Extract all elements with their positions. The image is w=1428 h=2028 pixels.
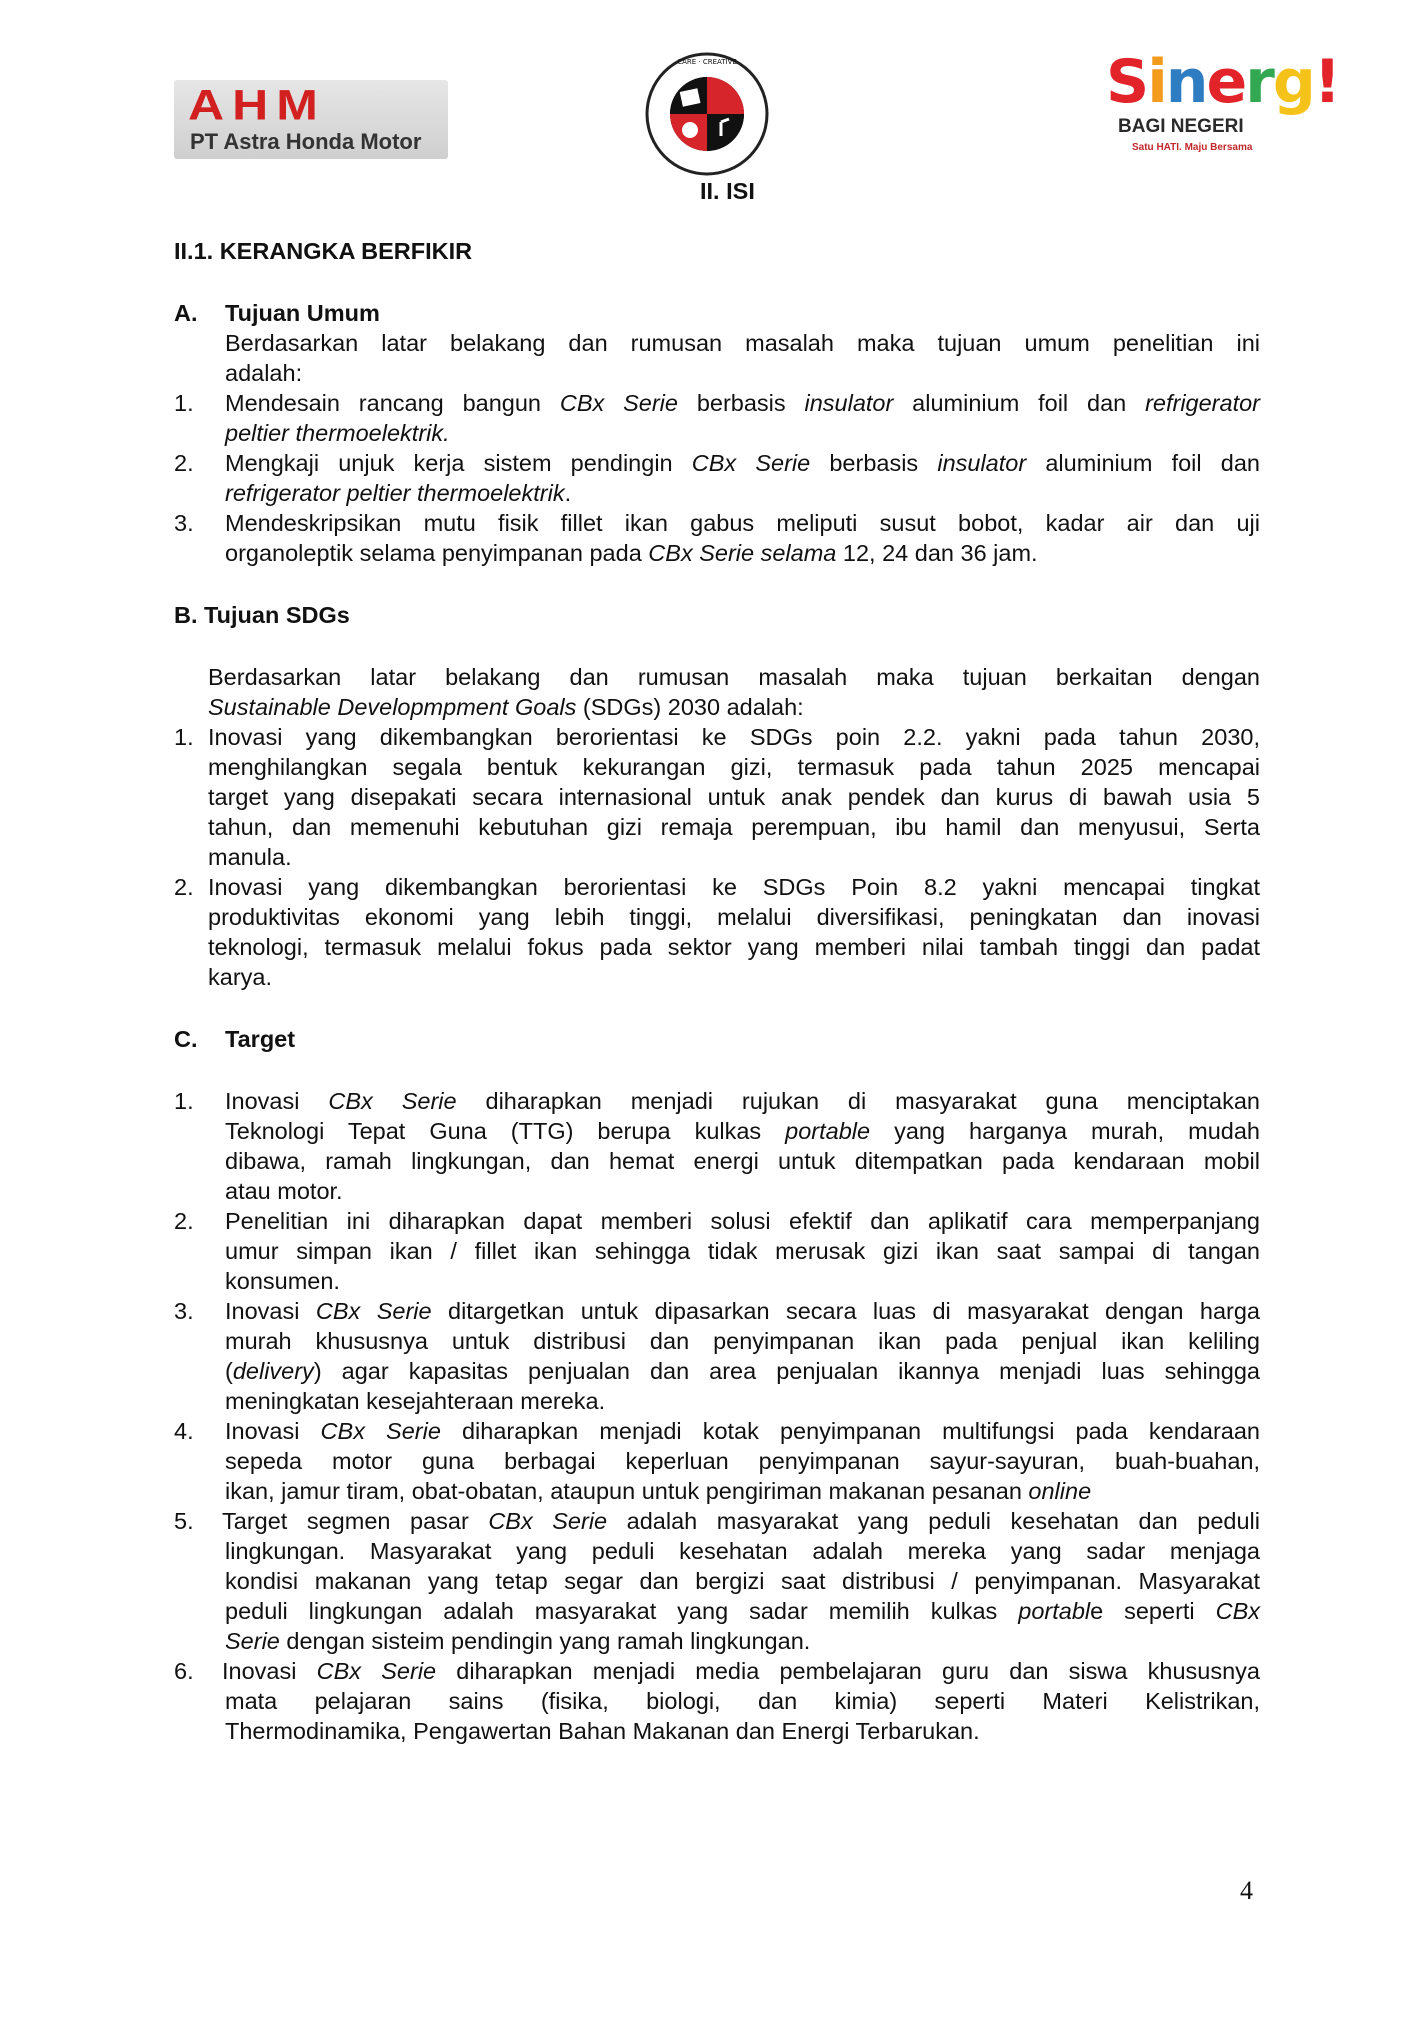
heading-a-letter: A.: [174, 300, 198, 326]
list-item-line: atau motor.: [225, 1178, 343, 1204]
list-item-line: murah khususnya untuk distribusi dan penyimpanan ikan pada penjual ikan keliling: [225, 1328, 1260, 1354]
ahm-logo-mark: AHM: [188, 81, 326, 130]
list-number: 2.: [174, 874, 194, 900]
list-item-line: Mendeskripsikan mutu fisik fillet ikan gabus meliputi susut bobot, kadar air dan uji: [225, 510, 1260, 536]
cce-emblem-logo: [645, 52, 769, 176]
list-item-line: target yang disepakati secara internasional untuk anak pendek dan kurus di bawah usia 5: [208, 784, 1260, 810]
list-item-line: Mengkaji unjuk kerja sistem pendingin CBx Serie berbasis insulator aluminium foil dan: [225, 450, 1260, 476]
heading-a-title: Tujuan Umum: [225, 300, 380, 326]
list-number: 1.: [174, 724, 194, 750]
section-title: II. ISI: [700, 178, 755, 204]
a-intro-line: adalah:: [225, 360, 303, 386]
list-item-line: peltier thermoelektrik.: [225, 420, 450, 446]
list-item-line: teknologi, termasuk melalui fokus pada sektor yang memberi nilai tambah tinggi dan padat: [208, 934, 1260, 960]
list-item-line: tahun, dan memenuhi kebutuhan gizi remaja perempuan, ibu hamil dan menyusui, Serta: [208, 814, 1260, 840]
list-number: 4.: [174, 1418, 194, 1444]
section-subtitle: II.1. KERANGKA BERFIKIR: [174, 238, 473, 264]
ahm-logo-name: PT Astra Honda Motor: [190, 129, 422, 154]
list-item-line: peduli lingkungan adalah masyarakat yang sadar memilih kulkas portable seperti CBx: [225, 1598, 1260, 1624]
sinergi-logo: [1102, 47, 1340, 162]
list-item-line: (delivery) agar kapasitas penjualan dan area penjualan ikannya menjadi luas sehingga: [225, 1358, 1260, 1384]
list-item-line: refrigerator peltier thermoelektrik.: [225, 480, 572, 506]
list-item-line: Penelitian ini diharapkan dapat memberi solusi efektif dan aplikatif cara memperpanjang: [225, 1208, 1260, 1234]
list-item-line: karya.: [208, 964, 272, 990]
heading-c-letter: C.: [174, 1026, 198, 1052]
ahm-logo: [174, 80, 448, 159]
list-number: 6.: [174, 1658, 194, 1684]
list-item-line: mata pelajaran sains (fisika, biologi, dan kimia) seperti Materi Kelistrikan,: [225, 1688, 1260, 1714]
list-item-line: ikan, jamur tiram, obat-obatan, ataupun untuk pengiriman makanan pesanan online: [225, 1478, 1092, 1504]
list-number: 2.: [174, 450, 194, 476]
page-number: 4: [1240, 1876, 1253, 1905]
list-item-line: Serie dengan sisteim pendingin yang ramah lingkungan.: [225, 1628, 811, 1654]
list-number: 2.: [174, 1208, 194, 1234]
list-item-line: produktivitas ekonomi yang lebih tinggi, melalui diversifikasi, peningkatan dan inovasi: [208, 904, 1260, 930]
list-item-line: Inovasi CBx Serie diharapkan menjadi media pembelajaran guru dan siswa khususnya: [222, 1658, 1260, 1684]
list-item-line: Inovasi yang dikembangkan berorientasi ke SDGs Poin 8.2 yakni mencapai tingkat: [208, 874, 1260, 900]
list-item-line: konsumen.: [225, 1268, 340, 1294]
heading-c-title: Target: [225, 1026, 296, 1052]
list-item-line: manula.: [208, 844, 292, 870]
list-item-line: meningkatan kesejahteraan mereka.: [225, 1388, 606, 1414]
list-item-line: umur simpan ikan / fillet ikan sehingga tidak merusak gizi ikan saat sampai di tangan: [225, 1238, 1260, 1264]
list-item-line: Inovasi CBx Serie diharapkan menjadi kotak penyimpanan multifungsi pada kendaraan: [225, 1418, 1260, 1444]
sinergi-motto: Satu HATI. Maju Bersama: [1132, 142, 1253, 153]
list-item-line: organoleptik selama penyimpanan pada CBx Serie selama 12, 24 dan 36 jam.: [225, 540, 1038, 566]
heading-b: B. Tujuan SDGs: [174, 602, 350, 628]
list-item-line: Mendesain rancang bangun CBx Serie berbasis insulator aluminium foil dan refrigerator: [225, 390, 1260, 416]
svg-text:CARE · CREATIVE: CARE · CREATIVE: [677, 58, 737, 66]
list-number: 1.: [174, 390, 194, 416]
list-item-line: Thermodinamika, Pengawertan Bahan Makanan dan Energi Terbarukan.: [225, 1718, 980, 1744]
b-intro-line: Berdasarkan latar belakang dan rumusan masalah maka tujuan berkaitan dengan: [208, 664, 1260, 690]
list-item-line: lingkungan. Masyarakat yang peduli kesehatan adalah mereka yang sadar menjaga: [225, 1538, 1260, 1564]
sinergi-wordmark: Sinerg!: [1106, 47, 1340, 117]
list-item-line: Target segmen pasar CBx Serie adalah masyarakat yang peduli kesehatan dan peduli: [222, 1508, 1260, 1534]
list-item-line: Teknologi Tepat Guna (TTG) berupa kulkas portable yang harganya murah, mudah: [225, 1118, 1260, 1144]
b-intro-line: Sustainable Developmpment Goals (SDGs) 2030 adalah:: [208, 694, 804, 720]
list-item-line: dibawa, ramah lingkungan, dan hemat energi untuk ditempatkan pada kendaraan mobil: [225, 1148, 1260, 1174]
list-number: 5.: [174, 1508, 194, 1534]
list-item-line: Inovasi yang dikembangkan berorientasi ke SDGs poin 2.2. yakni pada tahun 2030,: [208, 724, 1260, 750]
list-item-line: menghilangkan segala bentuk kekurangan gizi, termasuk pada tahun 2025 mencapai: [208, 754, 1260, 780]
a-intro-line: Berdasarkan latar belakang dan rumusan masalah maka tujuan umum penelitian ini: [225, 330, 1260, 356]
sinergi-tagline: BAGI NEGERI: [1118, 116, 1244, 137]
list-number: 3.: [174, 1298, 194, 1324]
list-number: 3.: [174, 510, 194, 536]
list-item-line: Inovasi CBx Serie ditargetkan untuk dipasarkan secara luas di masyarakat dengan harga: [225, 1298, 1260, 1324]
list-item-line: Inovasi CBx Serie diharapkan menjadi rujukan di masyarakat guna menciptakan: [225, 1088, 1260, 1114]
list-item-line: kondisi makanan yang tetap segar dan bergizi saat distribusi / penyimpanan. Masyarakat: [225, 1568, 1260, 1594]
list-item-line: sepeda motor guna berbagai keperluan penyimpanan sayur-sayuran, buah-buahan,: [225, 1448, 1260, 1474]
list-number: 1.: [174, 1088, 194, 1114]
